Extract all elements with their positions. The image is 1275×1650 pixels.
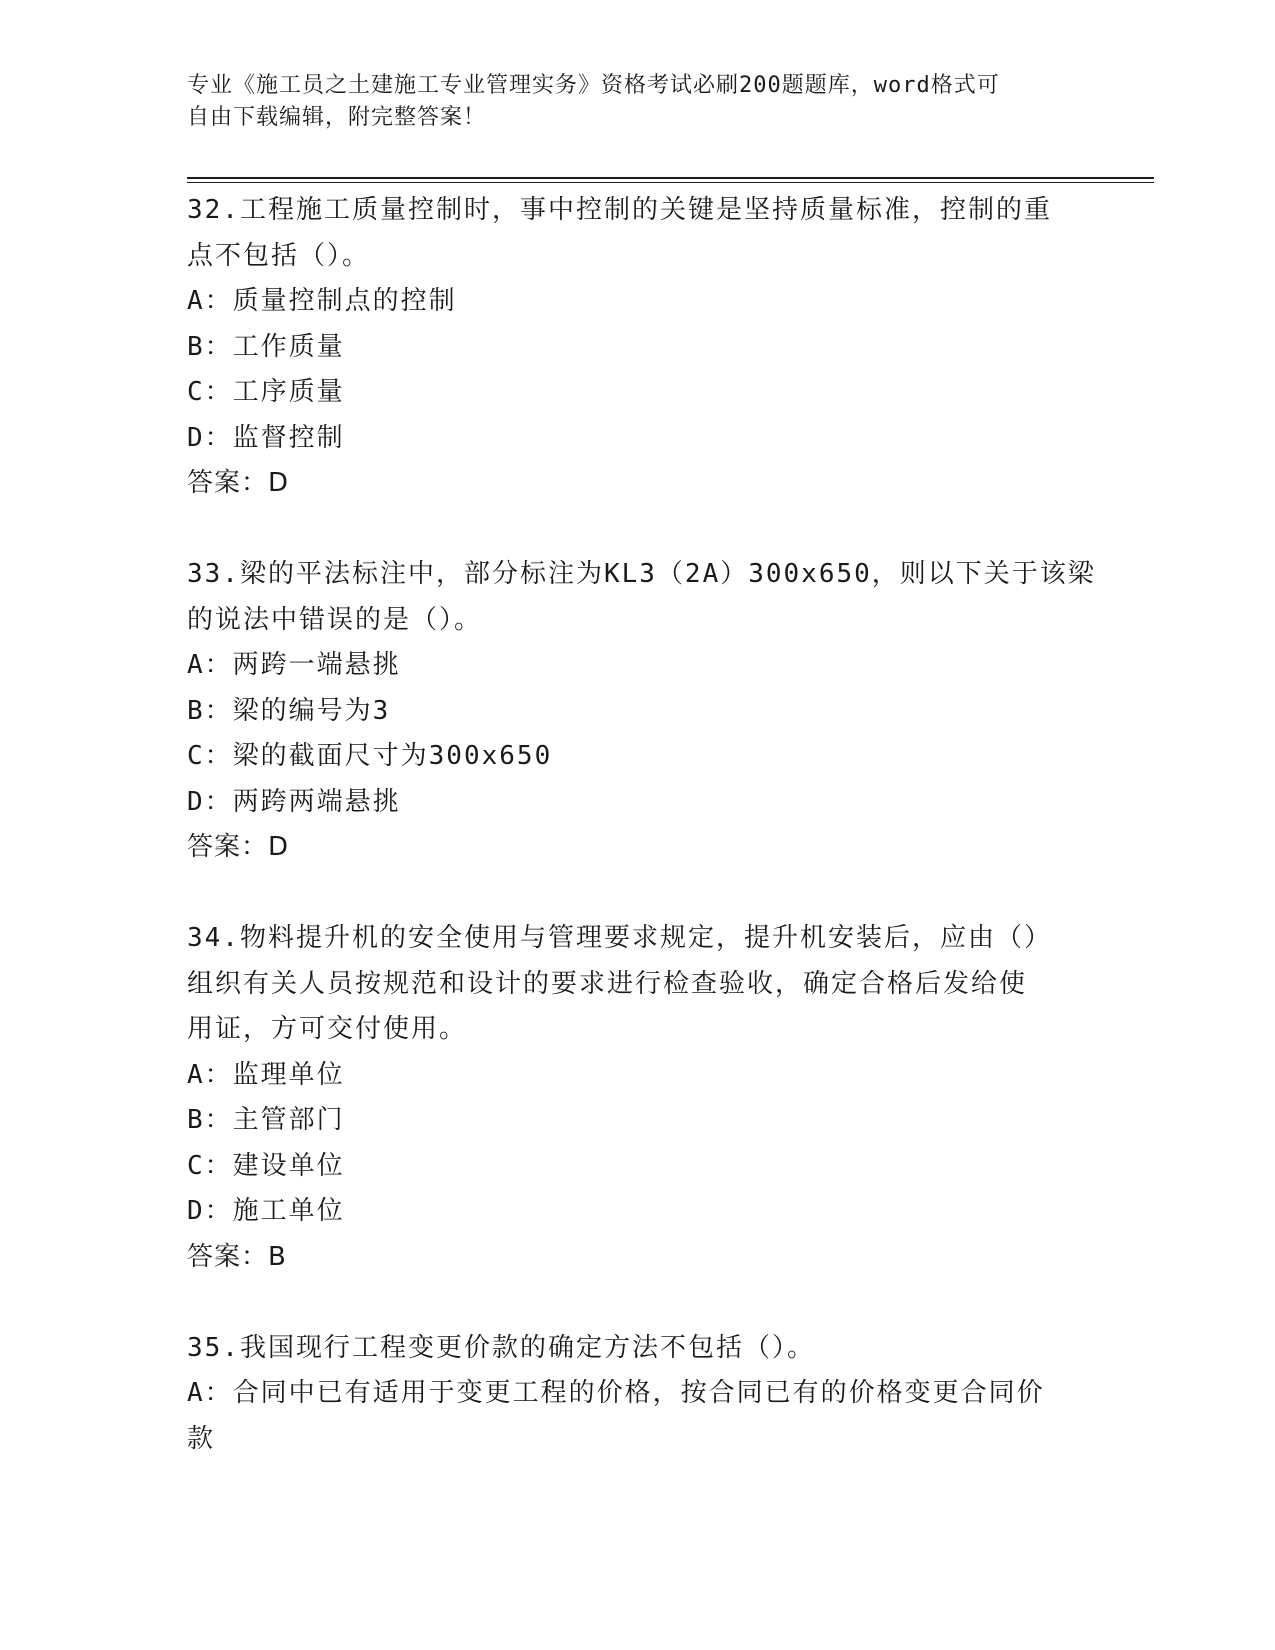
option-b: B：工作质量 (187, 331, 345, 362)
question-stem: 32.工程施工质量控制时，事中控制的关键是坚持质量标准，控制的重 (187, 195, 1052, 225)
question-stem: 组织有关人员按规范和设计的要求进行检查验收，确定合格后发给使 (187, 968, 1028, 999)
question-block (187, 188, 1087, 507)
header-divider (187, 177, 1154, 179)
header-line: 自由下载编辑，附完整答案！ (187, 105, 487, 130)
question-stem: 34.物料提升机的安全使用与管理要求规定，提升机安装后，应由（） (187, 923, 1052, 953)
spacer (187, 871, 1087, 917)
spacer (187, 507, 1087, 553)
answer-line: 答案：D (187, 832, 290, 862)
question-block (187, 1326, 1087, 1463)
option-a: A：两跨一端悬挑 (187, 650, 401, 680)
option-a: A：质量控制点的控制 (187, 286, 457, 316)
question-stem: 点不包括（）。 (187, 240, 371, 271)
question-stem: 用证，方可交付使用。 (187, 1014, 468, 1044)
option-d: D：监督控制 (187, 422, 345, 453)
option-a: A：监理单位 (187, 1059, 345, 1090)
spacer (187, 1280, 1087, 1326)
header-line: 专业《施工员之土建施工专业管理实务》资格考试必刷200题题库，word格式可 (187, 73, 1000, 98)
option-b: B：梁的编号为3 (187, 695, 391, 726)
option-a: A：合同中已有适用于变更工程的价格，按合同已有的价格变更合同价 (187, 1378, 1045, 1408)
header-divider-thin (187, 182, 1154, 183)
option-b: B：主管部门 (187, 1105, 345, 1135)
question-stem: 的说法中错误的是（）。 (187, 604, 483, 635)
option-c: C：建设单位 (187, 1150, 345, 1181)
option-d: D：两跨两端悬挑 (187, 786, 401, 817)
option-d: D：施工单位 (187, 1196, 345, 1226)
answer-line: 答案：B (187, 1241, 287, 1272)
question-block (187, 916, 1087, 1280)
document-header (187, 70, 1067, 134)
option-a-continued: 款 (187, 1423, 216, 1454)
question-stem: 35.我国现行工程变更价款的确定方法不包括（）。 (187, 1332, 815, 1363)
question-stem: 33.梁的平法标注中，部分标注为KL3（2A）300x650，则以下关于该梁 (187, 559, 1096, 589)
option-c: C：梁的截面尺寸为300x650 (187, 741, 553, 771)
question-list (187, 188, 1096, 1462)
question-block (187, 552, 1096, 871)
option-c: C：工序质量 (187, 377, 345, 407)
answer-line: 答案：D (187, 468, 290, 498)
